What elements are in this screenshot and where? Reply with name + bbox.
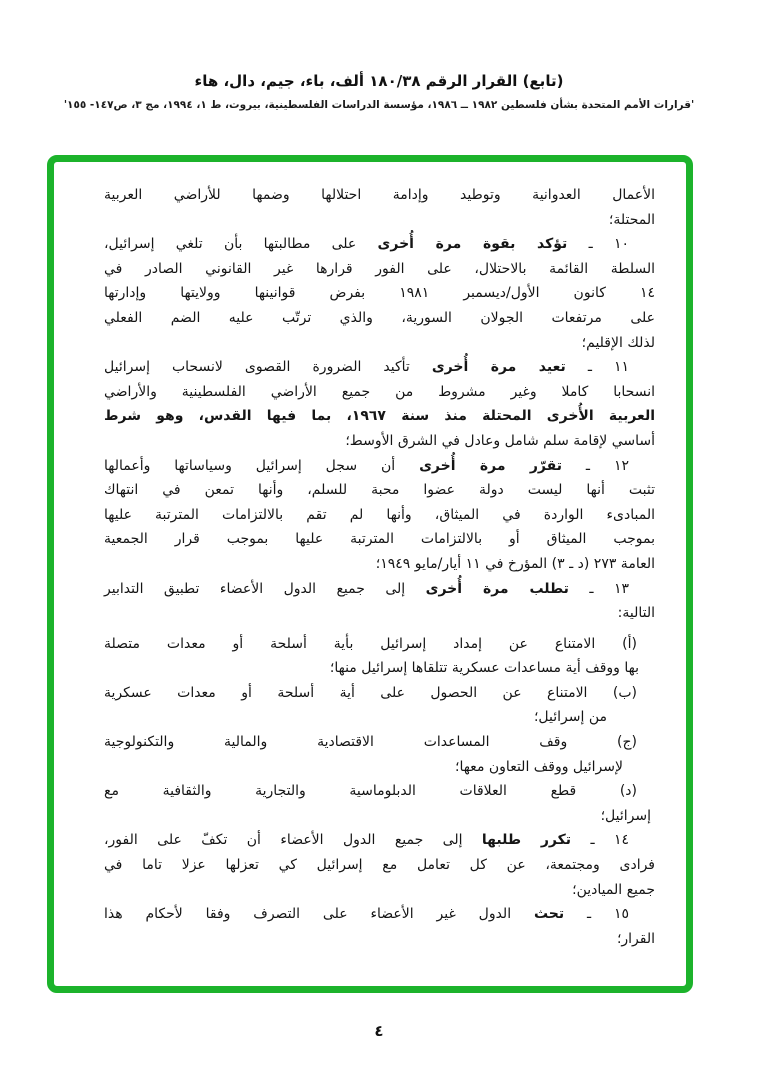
text-line	[104, 804, 655, 829]
text-segment: أساسي لإقامة سلم شامل وعادل في الشرق الأوسط؛	[345, 432, 655, 449]
text-segment: تأكيد الضرورة القصوى لانسحاب إسرائيل	[104, 359, 432, 376]
document-title: (تابع) القرار الرقم ١٨٠/٣٨ ألف، باء، جيم، دال، هاء	[194, 72, 564, 90]
text-segment: التالية:	[617, 605, 655, 622]
text-segment: الدول غير الأعضاء على التصرف وفقا لأحكام هذا	[104, 906, 534, 923]
text-line	[104, 306, 655, 331]
text-segment: (ب) الامتناع عن الحصول على أية أسلحة أو معدات عسكرية	[104, 684, 637, 701]
text-segment: من إسرائيل؛	[533, 709, 607, 726]
text-segment: أن سجل إسرائيل وسياساتها وأعمالها	[104, 457, 420, 474]
text-line	[104, 478, 655, 503]
emphasized-text-segment: تعيد مرة أُخرى	[431, 359, 566, 376]
text-line	[104, 503, 655, 528]
document-header	[0, 72, 758, 111]
text-segment: جميع الميادين؛	[572, 881, 655, 898]
green-border-box	[47, 155, 693, 993]
resolution-text-body	[54, 162, 686, 951]
text-segment: إسرائيل؛	[600, 807, 651, 824]
text-line	[104, 577, 655, 602]
text-line	[104, 705, 655, 730]
emphasized-text-segment: العربية الأُخرى المحتلة منذ سنة ١٩٦٧، بما فيها القدس، وهو شرط	[104, 408, 655, 425]
text-segment: إلى جميع الدول الأعضاء أن تكفّ على الفور،	[104, 832, 482, 849]
text-segment: ١٣ ـ	[568, 580, 629, 597]
text-line	[104, 828, 655, 853]
text-line	[104, 878, 655, 903]
text-line	[104, 454, 655, 479]
text-line	[104, 281, 655, 306]
text-segment: لذلك الإقليم؛	[581, 334, 655, 351]
text-segment: (ج) وقف المساعدات الاقتصادية والمالية والتكنولوجية	[104, 734, 637, 751]
text-line	[104, 755, 655, 780]
text-line	[104, 681, 655, 706]
text-line	[104, 902, 655, 927]
text-line	[104, 380, 655, 405]
text-segment: بموجب الميثاق أو بالالتزامات المترتبة عليها بموجب قرار الجمعية	[104, 531, 655, 548]
text-segment: إلى جميع الدول الأعضاء تطبيق التدابير	[104, 580, 426, 597]
page-number: ٤	[374, 1022, 384, 1040]
emphasized-text-segment: تطلب مرة أُخرى	[425, 580, 569, 597]
text-segment: لإسرائيل ووقف التعاون معها؛	[455, 758, 623, 775]
text-line	[104, 257, 655, 282]
text-segment: ١٤ كانون الأول/ديسمبر ١٩٨١ بفرض قوانينها وولايتها وإدارتها	[104, 285, 655, 302]
text-line	[104, 601, 655, 626]
text-segment: بها ووقف أية مساعدات عسكرية تتلقاها إسرائيل منها؛	[329, 660, 639, 677]
text-segment: ١١ ـ	[565, 359, 629, 376]
text-segment: (د) قطع العلاقات الدبلوماسية والتجارية والثقافية مع	[104, 783, 637, 800]
text-segment: على مرتفعات الجولان السورية، والذي ترتّب عليه الضم الفعلي	[104, 309, 655, 326]
emphasized-text-segment: تقرّر مرة أُخرى	[419, 457, 562, 474]
text-segment: (أ) الامتناع عن إمداد إسرائيل بأية أسلحة أو معدات متصلة	[104, 635, 637, 652]
text-line	[104, 208, 655, 233]
text-line	[104, 429, 655, 454]
text-line	[104, 232, 655, 257]
emphasized-text-segment: تؤكد بقوة مرة أُخرى	[377, 236, 568, 253]
text-segment: على مطالبتها بأن تلغي إسرائيل،	[104, 236, 378, 253]
text-segment: ١٥ ـ	[564, 906, 629, 923]
text-segment: الأعمال العدوانية وتوطيد وإدامة احتلالها وضمها للأراضي العربية	[104, 187, 655, 203]
text-segment: السلطة القائمة بالاحتلال، على الفور قرارها غير القانوني الصادر في	[104, 260, 655, 277]
text-segment: العامة ٢٧٣ (د ـ ٣) المؤرخ في ١١ أيار/مايو ١٩٤٩؛	[375, 555, 655, 572]
text-line	[104, 927, 655, 952]
text-segment: ١٠ ـ	[567, 236, 629, 253]
emphasized-text-segment: تحث	[533, 906, 565, 923]
text-line	[104, 331, 655, 356]
text-line	[104, 656, 655, 681]
document-source-citation: 'قرارات الأمم المتحدة بشأن فلسطين ١٩٨٢ ــ ١٩٨٦، مؤسسة الدراسات الفلسطينية، بيروت، ط ١، ١٩٩٤، مج ٣، ص١٤٧- ١٥٥'	[63, 99, 695, 111]
text-segment: المبادىء الواردة في الميثاق، وأنها لم تقم بالالتزامات المترتبة عليها	[104, 506, 655, 523]
emphasized-text-segment: تكرر طلبها	[481, 832, 572, 849]
text-line	[104, 552, 655, 577]
text-line	[104, 527, 655, 552]
text-segment: المحتلة؛	[608, 211, 655, 228]
text-line	[104, 730, 655, 755]
text-line	[104, 779, 655, 804]
text-segment: القرار؛	[616, 930, 655, 947]
text-line	[104, 853, 655, 878]
text-segment: ١٤ ـ	[571, 832, 630, 849]
text-segment: انسحابا كاملا وغير مشروط من جميع الأراضي الفلسطينية والأراضي	[104, 383, 655, 400]
text-segment: تثبت أنها ليست دولة عضوا محبة للسلم، وأنها تمعن في انتهاك	[104, 482, 655, 499]
text-line	[104, 355, 655, 380]
text-line	[104, 404, 655, 429]
text-segment: ١٢ ـ	[561, 457, 629, 474]
text-line	[104, 183, 655, 208]
text-line	[104, 632, 655, 657]
text-segment: فرادى ومجتمعة، عن كل تعامل مع إسرائيل كي تعزلها عزلا تاما في	[104, 857, 655, 874]
